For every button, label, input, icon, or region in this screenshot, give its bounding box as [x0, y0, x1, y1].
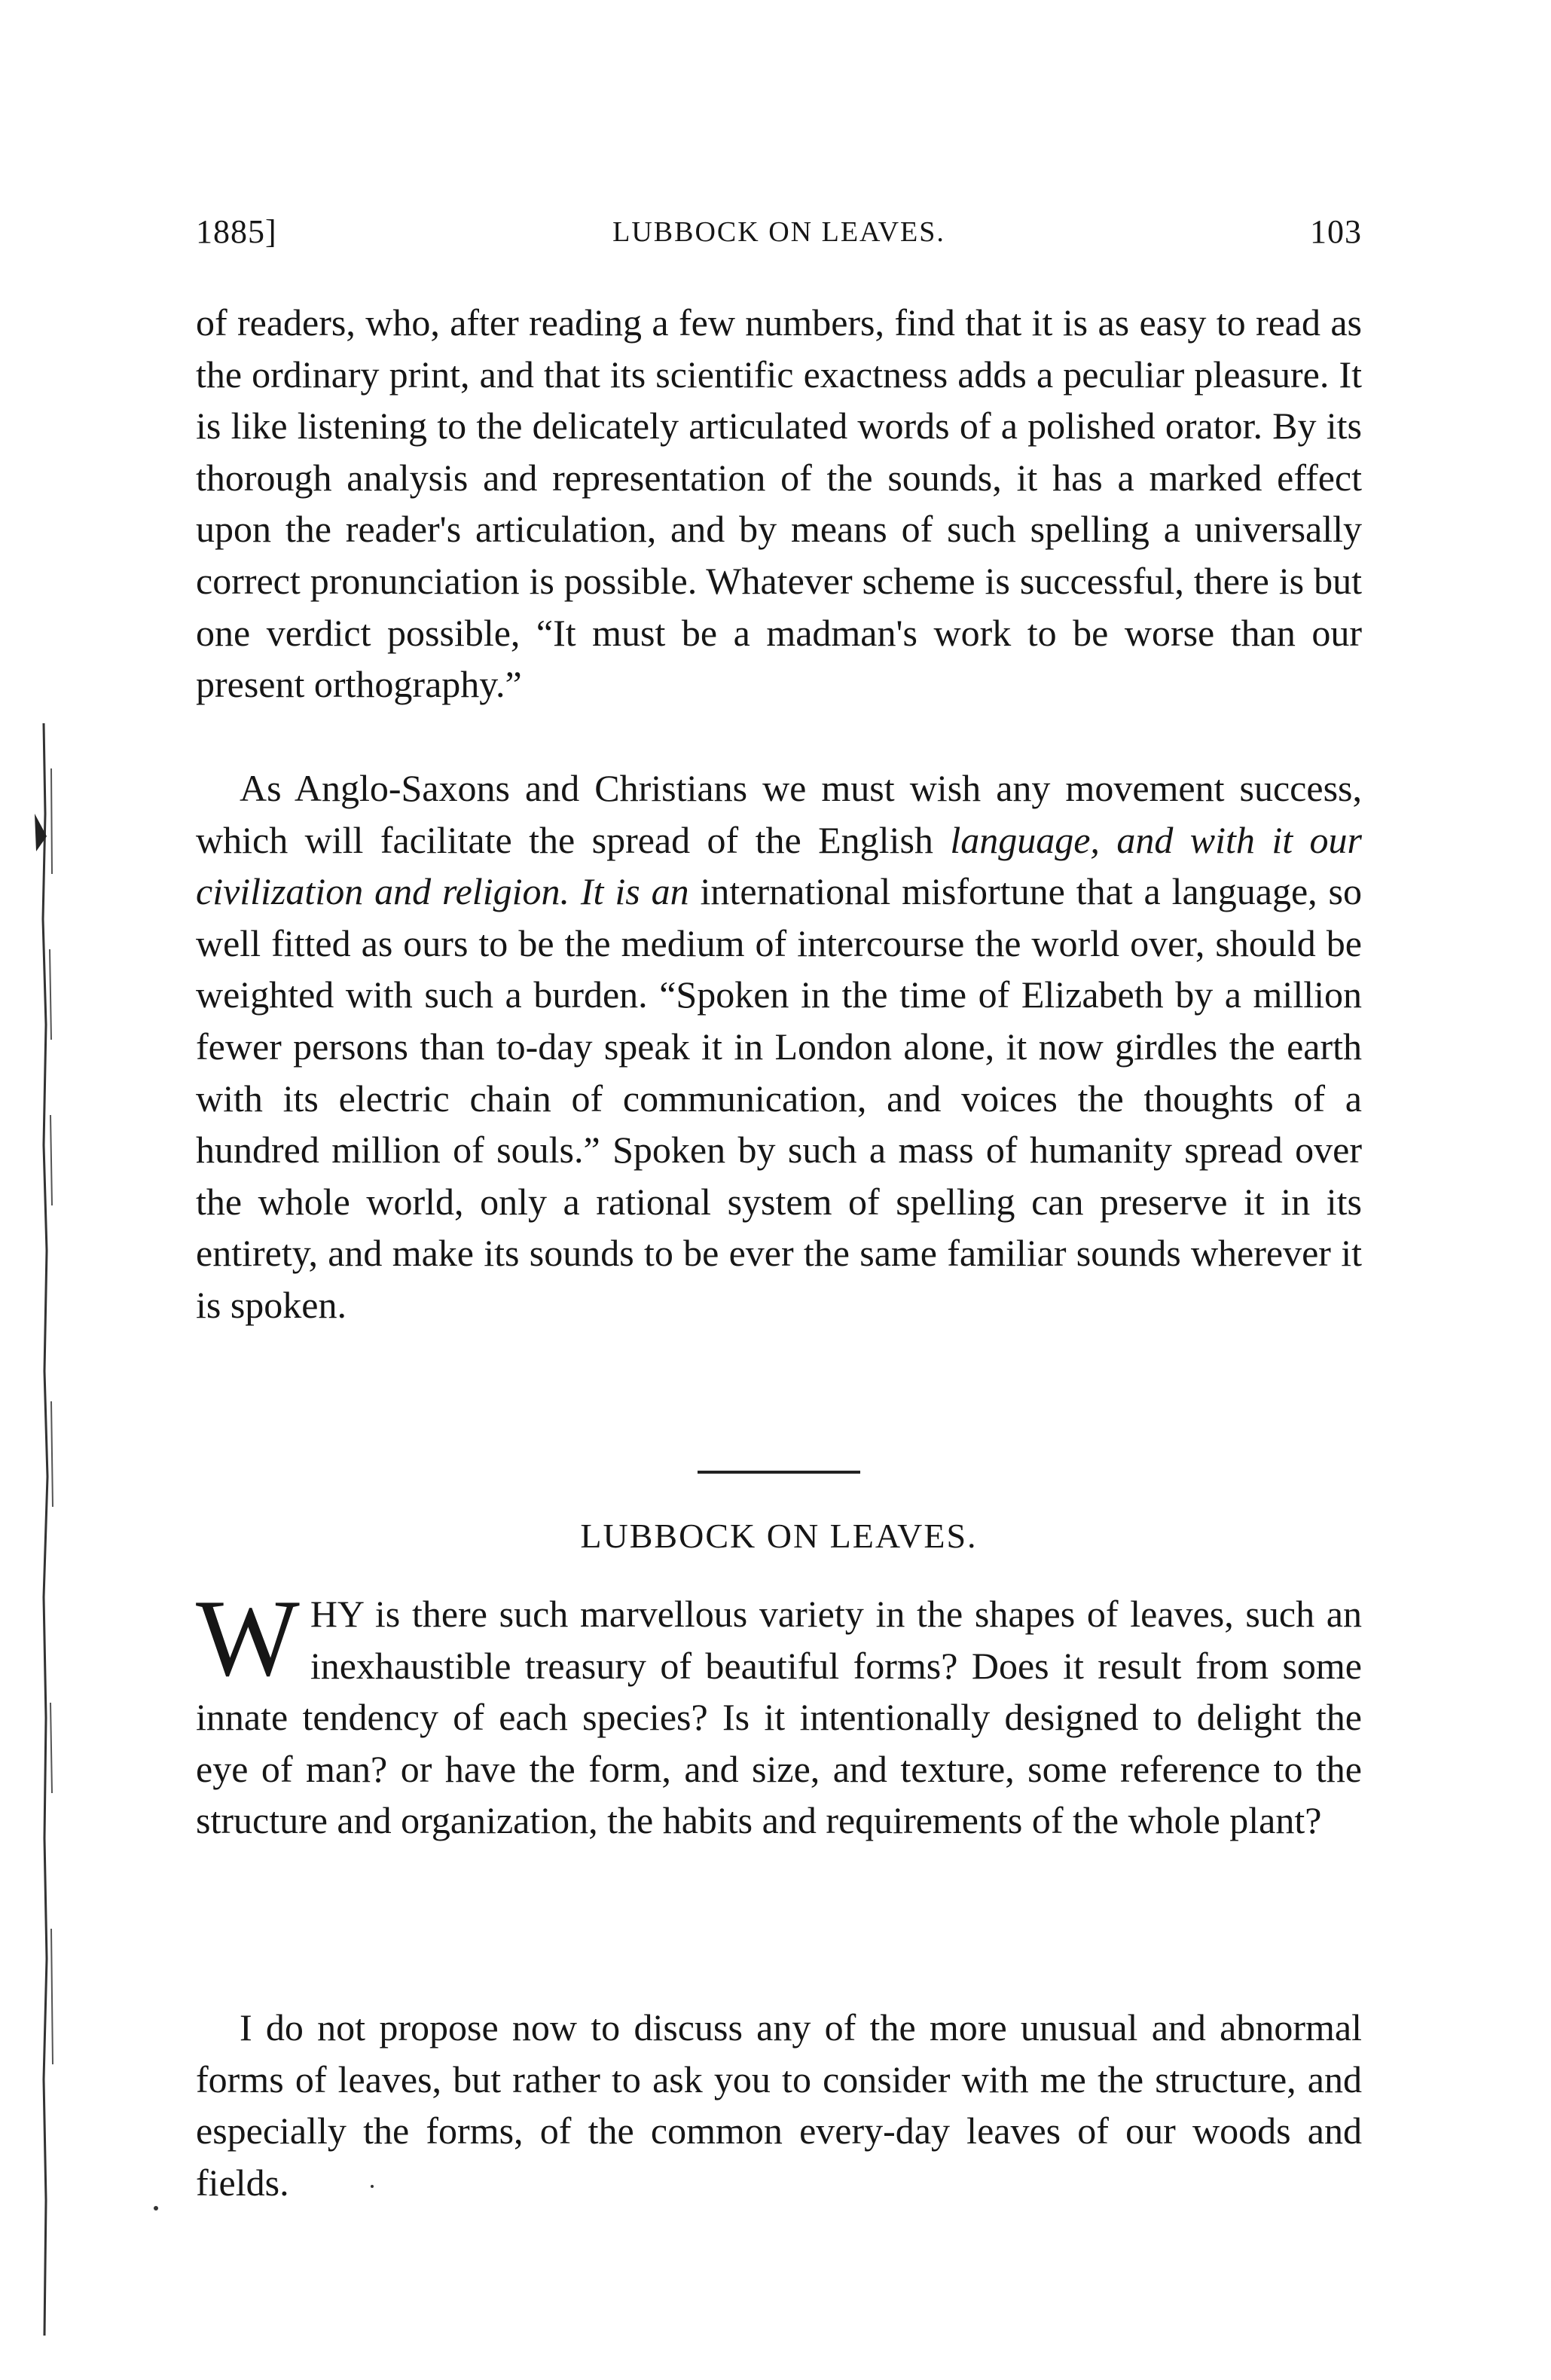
paragraph-2-after-italic: international misfortune that a language, so well fitted as ours to be the medium of intercourse the world over, should be weighted with such a burden. “Spoken in the time of Elizabeth by a million fewer persons than to-day speak it in London alone, it now girdles the earth with its electric chain of communication, and voices the thoughts of a hundred million of souls.” Spoken by such a mass of humanity spread over the whole world, only a rational system of spelling can preserve it in its entirety, and make its sounds to be ever the same familiar sounds wherever it is spoken.: [196, 870, 1363, 1326]
paper-speck: [371, 2185, 374, 2188]
paragraph-1-text: of readers, who, after reading a few numbers, find that it is as easy to read as the ordinary print, and that its scientific exactness adds a peculiar pleasure. It is like listening to the delicately articulated words of a polished orator. By its thorough analysis and representation of the sounds, it has a marked effect upon the reader's articulation, and by means of such spelling a universally correct pronunciation is possible. Whatever scheme is successful, there is but one verdict possible, “It must be a madman's work to be worse than our present orthography.”: [196, 301, 1362, 706]
binding-edge-marks: [29, 723, 59, 2336]
header-year: 1885]: [196, 213, 277, 250]
paragraph-continued: [196, 297, 1362, 710]
article-title: LUBBOCK ON LEAVES.: [580, 1517, 978, 1555]
section-divider: [698, 1471, 860, 1474]
paper-speck: [154, 2206, 158, 2210]
paragraph-2-text: [196, 762, 1362, 1331]
page-number: 103: [1310, 213, 1362, 250]
paragraph-2-before-italic: As Anglo-Saxons and Christians we must wish any movement success, which will facilitate the spread of the English: [196, 767, 1362, 861]
drop-cap: W: [196, 1577, 300, 1699]
paragraph-3-text: [196, 1577, 1362, 1847]
paragraph-why: [196, 1577, 1362, 1847]
paragraph-propose: [196, 2002, 1362, 2208]
paragraph-anglo-saxons: [196, 762, 1362, 1331]
paragraph-3-rest: HY is there such marvellous variety in the shapes of leaves, such an inexhaustible treasury of beautiful forms? Does it result from some innate tendency of each species? Is it intentionally designed to delight the eye of man? or have the form, and size, and texture, some reference to the structure and organization, the habits and requirements of the whole plant?: [196, 1593, 1362, 1842]
running-header: [196, 212, 1362, 265]
header-title: LUBBOCK ON LEAVES.: [612, 216, 945, 248]
paragraph-4-text: I do not propose now to discuss any of the more unusual and abnormal forms of leaves, but rather to ask you to consider with me the structure, and especially the forms, of the common every-day leaves of our woods and fields.: [196, 2006, 1362, 2204]
paragraph-2-italic: language, and with it our civilization and religion. It is an: [196, 818, 1362, 913]
